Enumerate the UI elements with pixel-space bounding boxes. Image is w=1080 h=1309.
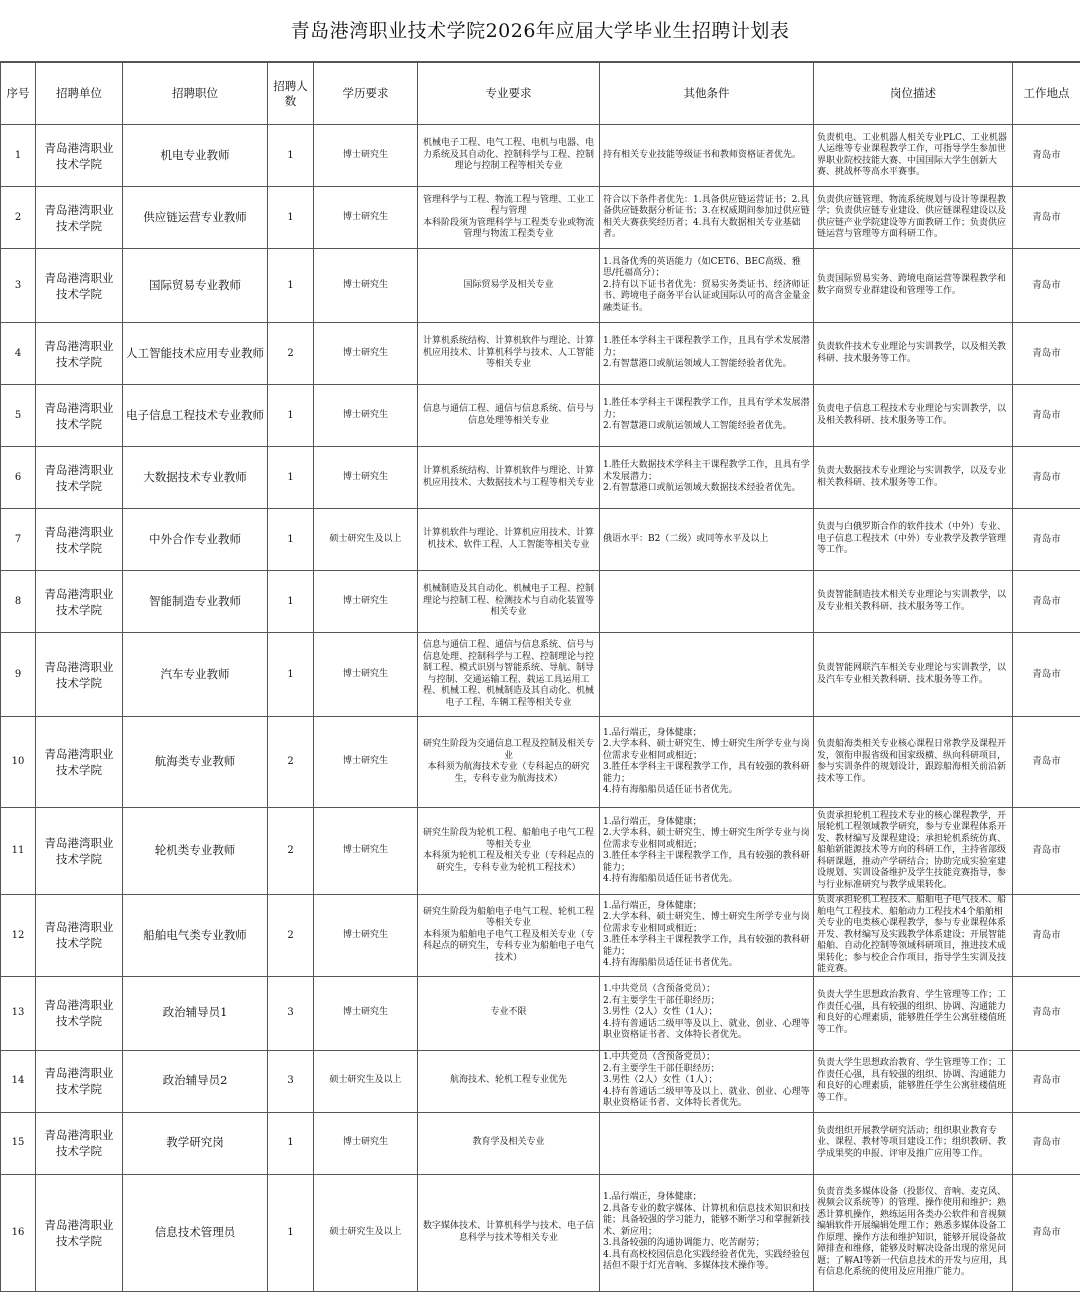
row-major (418, 633, 600, 717)
row-other-conditions (600, 1174, 814, 1291)
header-index: 序号 (1, 63, 36, 125)
table-row (1, 1050, 1080, 1112)
row-other-conditions (600, 808, 814, 895)
row-position: 政治辅导员1 (123, 976, 268, 1050)
table-row (1, 808, 1080, 895)
row-unit: 青岛港湾职业技术学院 (36, 249, 123, 323)
row-count: 1 (268, 447, 314, 509)
row-other-conditions (600, 323, 814, 385)
row-major (418, 1174, 600, 1291)
row-education: 博士研究生 (314, 895, 418, 977)
row-major-line: 航海技术、轮机工程专业优先 (449, 1075, 567, 1086)
row-unit: 青岛港湾职业技术学院 (36, 808, 123, 895)
row-count: 1 (268, 633, 314, 717)
row-education: 博士研究生 (314, 249, 418, 323)
row-unit: 青岛港湾职业技术学院 (36, 1112, 123, 1174)
row-position: 大数据技术专业教师 (123, 447, 268, 509)
row-index: 12 (1, 895, 36, 977)
row-unit: 青岛港湾职业技术学院 (36, 187, 123, 249)
row-count: 1 (268, 385, 314, 447)
row-major-line: 计算机软件与理论、计算机应用技术、计算机技术、软件工程、人工智能等相关专业 (422, 528, 594, 550)
row-major (418, 509, 600, 571)
row-other-conditions (600, 633, 814, 717)
row-job-description (814, 249, 1013, 323)
row-other-conditions-line: 1.品行端正，身体健康； (603, 1192, 702, 1203)
row-major-line: 计算机系统结构、计算机软件与理论、计算机应用技术、大数据技术与工程等相关专业 (422, 466, 594, 488)
row-unit: 青岛港湾职业技术学院 (36, 323, 123, 385)
table-row (1, 571, 1080, 633)
table-header-row (1, 63, 1080, 125)
row-major-line: 本科须为航海技术专业（专科起点的研究生，专科专业为航海技术） (427, 762, 590, 784)
row-location: 青岛市 (1013, 976, 1080, 1050)
row-unit: 青岛港湾职业技术学院 (36, 717, 123, 808)
row-unit: 青岛港湾职业技术学院 (36, 1174, 123, 1291)
row-major (418, 249, 600, 323)
row-position: 中外合作专业教师 (123, 509, 268, 571)
row-job-description (814, 571, 1013, 633)
table-row (1, 447, 1080, 509)
row-index: 15 (1, 1112, 36, 1174)
row-count: 1 (268, 1174, 314, 1291)
header-education: 学历要求 (314, 63, 418, 125)
table-row (1, 1174, 1080, 1291)
row-position: 电子信息工程技术专业教师 (123, 385, 268, 447)
table-row (1, 717, 1080, 808)
row-count: 2 (268, 895, 314, 977)
row-job-description (814, 385, 1013, 447)
row-other-conditions-line: 2.有主要学生干部任职经历； (603, 995, 720, 1006)
table-row (1, 895, 1080, 977)
row-job-description-line: 负责大数据技术专业理论与实训教学，以及专业相关教科研、技术服务等工作。 (817, 466, 1007, 488)
row-location: 青岛市 (1013, 808, 1080, 895)
row-other-conditions-line: 2.持有以下证书者优先：贸易实务类证书、经济师证书、跨境电子商务平台认证或国际认可的高含金量金融类证书。 (603, 279, 811, 313)
row-other-conditions-line: 2.大学本科、硕士研究生、博士研究生所学专业与岗位需求专业相同或相近； (603, 739, 810, 761)
row-other-conditions-line: 4.具有高校校园信息化实践经验者优先，实践经验包括但不限于灯光音响、多媒体技术操作等。 (603, 1249, 810, 1272)
row-unit: 青岛港湾职业技术学院 (36, 509, 123, 571)
row-major-line: 专业不限 (490, 1007, 527, 1018)
row-index: 5 (1, 385, 36, 447)
row-index: 4 (1, 323, 36, 385)
row-count: 1 (268, 571, 314, 633)
row-location: 青岛市 (1013, 1050, 1080, 1112)
row-job-description-line: 负责智能网联汽车相关专业理论与实训教学，以及汽车专业相关教科研、技术服务等工作。 (817, 663, 1007, 685)
row-position: 供应链运营专业教师 (123, 187, 268, 249)
row-index: 3 (1, 249, 36, 323)
row-count: 1 (268, 1112, 314, 1174)
row-education: 硕士研究生及以上 (314, 509, 418, 571)
row-other-conditions (600, 571, 814, 633)
row-other-conditions-line: 2.有智慧港口或航运领域人工智能经验者优先。 (603, 421, 792, 432)
page-title: 青岛港湾职业技术学院2026年应届大学毕业生招聘计划表 (0, 0, 1080, 62)
row-job-description (814, 808, 1013, 895)
row-major-line: 信息与通信工程、通信与信息系统、信号与信息处理等相关专业 (422, 404, 594, 426)
table-row (1, 633, 1080, 717)
row-position: 汽车专业教师 (123, 633, 268, 717)
row-unit: 青岛港湾职业技术学院 (36, 385, 123, 447)
row-major (418, 1112, 600, 1174)
row-position: 人工智能技术应用专业教师 (123, 323, 268, 385)
row-unit: 青岛港湾职业技术学院 (36, 633, 123, 717)
row-other-conditions-line: 3.男性（2人）女性（1人）； (603, 1007, 718, 1018)
row-education: 博士研究生 (314, 633, 418, 717)
row-location: 青岛市 (1013, 447, 1080, 509)
row-job-description-line: 负责大学生思想政治教育、学生管理等工作；工作责任心强，具有较强的组织、协调、沟通能力和良好的心理素质，能够胜任学生公寓驻楼值班等工作。 (817, 990, 1007, 1035)
row-major (418, 717, 600, 808)
row-location: 青岛市 (1013, 571, 1080, 633)
row-job-description-line: 负责承担轮机工程技术专业的核心课程教学，开展轮机工程领域教学研究，参与专业课程体系开发、教材编写及课程建设；承担轮机系统仿真、船舶新能源技术等方向的科研工作，主持省部级科研课题，推动产学研结合；协助完成实验室建设规划、实训设备维护及学生技能竞赛指导，参与行业标准研究与教学成果转化。 (817, 810, 1007, 890)
header-major: 专业要求 (418, 63, 600, 125)
row-job-description-line: 负责供应链管理、物流系统规划与设计等课程教学；负责供应链专业建设、供应链课程建设以及供应链产业学院建设等方面教研工作；负责供应链运营与管理等方面科研工作。 (817, 194, 1007, 239)
row-education: 博士研究生 (314, 323, 418, 385)
row-job-description (814, 633, 1013, 717)
row-job-description (814, 1112, 1013, 1174)
row-major-line: 教育学及相关专业 (472, 1137, 545, 1148)
row-job-description-line: 负责机电、工业机器人相关专业PLC、工业机器人运维等专业课程教学工作，可指导学生参加世界职业院校技能大赛、中国国际大学生创新大赛、挑战杯等高水平赛事。 (817, 132, 1007, 177)
header-position: 招聘职位 (123, 63, 268, 125)
row-other-conditions-line: 4.持有海船船员适任证书者优先。 (603, 958, 738, 969)
row-education: 博士研究生 (314, 187, 418, 249)
row-other-conditions-line: 2.有主要学生干部任职经历； (603, 1063, 720, 1074)
row-count: 2 (268, 323, 314, 385)
row-job-description-line: 负责国际贸易实务、跨境电商运营等课程教学和数字商贸专业群建设和管理等工作。 (817, 274, 1007, 296)
row-major-line: 计算机系统结构、计算机软件与理论、计算机应用技术、计算机科学与技术、人工智能等相关专业 (422, 336, 594, 370)
row-major (418, 125, 600, 187)
row-position: 航海类专业教师 (123, 717, 268, 808)
row-job-description (814, 717, 1013, 808)
table-row (1, 187, 1080, 249)
row-major-line: 管理科学与工程、物流工程与管理、工业工程与管理 (422, 194, 594, 216)
row-major-line: 本科须为轮机工程及相关专业（专科起点的研究生，专科专业为轮机工程技术） (422, 851, 594, 873)
row-unit: 青岛港湾职业技术学院 (36, 571, 123, 633)
row-other-conditions-line: 2.大学本科、硕士研究生、博士研究生所学专业与岗位需求专业相同或相近； (603, 912, 810, 934)
row-job-description (814, 1174, 1013, 1291)
row-major (418, 447, 600, 509)
row-other-conditions (600, 509, 814, 571)
row-count: 1 (268, 249, 314, 323)
row-unit: 青岛港湾职业技术学院 (36, 125, 123, 187)
row-other-conditions-line: 3.男性（2人）女性（1人）； (603, 1075, 718, 1086)
row-other-conditions (600, 717, 814, 808)
header-other-conditions: 其他条件 (600, 63, 814, 125)
row-other-conditions-line: 2.有智慧港口或航运领域人工智能经验者优先。 (603, 359, 792, 370)
row-location: 青岛市 (1013, 633, 1080, 717)
row-education: 博士研究生 (314, 385, 418, 447)
row-location: 青岛市 (1013, 125, 1080, 187)
row-location: 青岛市 (1013, 717, 1080, 808)
row-other-conditions-line: 俄语水平：B2（二级）或同等水平及以上 (603, 533, 769, 544)
row-education: 硕士研究生及以上 (314, 1174, 418, 1291)
row-other-conditions (600, 895, 814, 977)
row-count: 1 (268, 509, 314, 571)
row-job-description (814, 976, 1013, 1050)
row-major-line: 本科阶段须为管理科学与工程类专业或物流管理与物流工程类专业 (422, 217, 594, 239)
table-row (1, 323, 1080, 385)
table-row (1, 976, 1080, 1050)
row-major (418, 808, 600, 895)
row-major-line: 国际贸易学及相关专业 (463, 279, 554, 290)
row-other-conditions-line: 4.持有普通话二级甲等及以上、就业、创业、心理等职业资格证书者、文体特长者优先。 (603, 1018, 810, 1041)
row-other-conditions (600, 125, 814, 187)
row-other-conditions-line: 1.品行端正，身体健康； (603, 727, 702, 738)
row-location: 青岛市 (1013, 323, 1080, 385)
row-position: 轮机类专业教师 (123, 808, 268, 895)
row-major-line: 数字媒体技术、计算机科学与技术、电子信息科学与技术等相关专业 (422, 1221, 594, 1243)
row-education: 博士研究生 (314, 976, 418, 1050)
row-location: 青岛市 (1013, 895, 1080, 977)
row-job-description (814, 509, 1013, 571)
row-count: 1 (268, 187, 314, 249)
row-job-description-line: 负责承担轮机工程技术、船舶电子电气技术、船舶电气工程技术、船舶动力工程技术4个船舶相关专业的电类核心课程教学，参与专业课程体系开发、教材编写及实践教学体系建设；开展智能船舶、自动化控制等领域科研项目，推进技术成果转化；参与校企合作项目，指导学生实训及技能竞赛。 (817, 895, 1007, 974)
row-other-conditions-line: 4.持有海船船员适任证书者优先。 (603, 874, 738, 884)
row-education: 博士研究生 (314, 571, 418, 633)
row-unit: 青岛港湾职业技术学院 (36, 447, 123, 509)
row-index: 13 (1, 976, 36, 1050)
row-other-conditions (600, 976, 814, 1050)
row-position: 教学研究岗 (123, 1112, 268, 1174)
row-unit: 青岛港湾职业技术学院 (36, 976, 123, 1050)
row-other-conditions-line: 符合以下条件者优先：1.具备供应链运营证书；2.具备供应链数据分析证书；3.在权威期间参加过供应链相关大赛获奖经历者；4.具有大数据相关专业基础者。 (603, 194, 810, 239)
row-other-conditions-line: 4.持有海船船员适任证书者优先。 (603, 785, 738, 795)
row-job-description-line: 负责音类多媒体设备（投影仪、音响、麦克风、视频会议系统等）的管理、操作使用和维护；熟悉计算机操作，熟练运用各类办公软件和音视频编辑软件开展编辑处理工作；熟悉多媒体设备工作原理、操作方法和维护知识，能够开展设备故障排查和维修，能够及时解决设备出现的常见问题；了解AI等新一代信息技术的开发与应用，具有信息化系统的使用及应用推广能力。 (817, 1186, 1008, 1277)
table-row (1, 509, 1080, 571)
row-major (418, 187, 600, 249)
row-other-conditions-line: 1.品行端正，身体健康； (603, 900, 702, 911)
row-job-description (814, 1050, 1013, 1112)
row-count: 1 (268, 125, 314, 187)
row-index: 9 (1, 633, 36, 717)
recruitment-table (0, 62, 1080, 1292)
row-major-line: 研究生阶段为交通信息工程及控制及相关专业 (422, 739, 594, 761)
row-location: 青岛市 (1013, 509, 1080, 571)
row-other-conditions-line: 2.大学本科、硕士研究生、博士研究生所学专业与岗位需求专业相同或相近； (603, 828, 810, 850)
row-other-conditions-line: 3.胜任本学科主干课程教学工作，具有较强的教科研能力； (603, 851, 810, 873)
row-job-description-line: 负责电子信息工程技术专业理论与实训教学，以及相关教科研、技术服务等工作。 (817, 404, 1007, 426)
row-position: 政治辅导员2 (123, 1050, 268, 1112)
row-position: 智能制造专业教师 (123, 571, 268, 633)
row-position: 国际贸易专业教师 (123, 249, 268, 323)
row-major (418, 571, 600, 633)
header-location: 工作地点 (1013, 63, 1080, 125)
row-education: 硕士研究生及以上 (314, 1050, 418, 1112)
row-location: 青岛市 (1013, 1174, 1080, 1291)
row-location: 青岛市 (1013, 1112, 1080, 1174)
row-education: 博士研究生 (314, 125, 418, 187)
row-job-description (814, 323, 1013, 385)
row-job-description (814, 895, 1013, 977)
row-location: 青岛市 (1013, 249, 1080, 323)
table-row (1, 1112, 1080, 1174)
row-education: 博士研究生 (314, 717, 418, 808)
row-index: 1 (1, 125, 36, 187)
row-major (418, 1050, 600, 1112)
row-other-conditions-line: 1.具备优秀的英语能力（如CET6、BEC高级、雅思/托福高分）； (603, 256, 801, 279)
row-position: 机电专业教师 (123, 125, 268, 187)
row-major-line: 信息与通信工程、通信与信息系统、信号与信息处理、控制科学与工程、控制理论与控制工程、模式识别与智能系统、导航、制导与控制、交通运输工程、载运工具运用工程、机械工程、机械制造及其自动化、机械电子工程、车辆工程等相关专业 (422, 640, 594, 708)
row-major (418, 385, 600, 447)
row-location: 青岛市 (1013, 187, 1080, 249)
row-major-line: 本科须为船舶电子电气工程及相关专业（专科起点的研究生，专科专业为船舶电子电气技术） (422, 929, 594, 963)
row-major (418, 976, 600, 1050)
row-index: 8 (1, 571, 36, 633)
row-major-line: 研究生阶段为轮机工程、船舶电子电气工程等相关专业 (422, 828, 594, 850)
row-other-conditions (600, 447, 814, 509)
row-index: 10 (1, 717, 36, 808)
row-location: 青岛市 (1013, 385, 1080, 447)
row-other-conditions-line: 1.品行端正，身体健康； (603, 816, 702, 827)
row-other-conditions-line: 1.胜任本学科主干课程教学工作，且具有学术发展潜力； (603, 398, 810, 420)
row-other-conditions-line: 3.具备较强的沟通协调能力、吃苦耐劳； (603, 1238, 765, 1249)
row-other-conditions-line: 2.有智慧港口或航运领域大数据技术经验者优先。 (603, 483, 801, 494)
row-other-conditions (600, 1112, 814, 1174)
row-job-description-line: 负责与白俄罗斯合作的软件技术（中外）专业、电子信息工程技术（中外）专业教学及教学管理等工作。 (817, 522, 1007, 556)
row-other-conditions-line: 2.具备专业的数字媒体、计算机和信息技术知识和技能；具备较强的学习能力，能够不断学习和掌握新技术、新应用； (603, 1203, 811, 1237)
row-index: 2 (1, 187, 36, 249)
table-row (1, 249, 1080, 323)
row-other-conditions-line: 1.胜任大数据技术学科主干课程教学工作，且具有学术发展潜力； (603, 460, 810, 482)
row-other-conditions (600, 385, 814, 447)
row-position: 信息技术管理员 (123, 1174, 268, 1291)
row-other-conditions (600, 249, 814, 323)
table-row (1, 125, 1080, 187)
row-count: 3 (268, 1050, 314, 1112)
row-major-line: 研究生阶段为船舶电子电气工程、轮机工程等相关专业 (422, 906, 594, 928)
row-education: 博士研究生 (314, 447, 418, 509)
row-other-conditions (600, 1050, 814, 1112)
row-other-conditions-line: 3.胜任本学科主干课程教学工作，具有较强的教科研能力； (603, 762, 810, 784)
row-job-description-line: 负责组织开展教学研究活动；组织职业教育专业、课程、教材等项目建设工作；组织教研、教学成果奖的申报、评审及推广应用等工作。 (817, 1125, 1007, 1159)
row-other-conditions-line: 3.胜任本学科主干课程教学工作，具有较强的教科研能力； (603, 935, 810, 957)
row-unit: 青岛港湾职业技术学院 (36, 895, 123, 977)
row-count: 3 (268, 976, 314, 1050)
row-education: 博士研究生 (314, 808, 418, 895)
row-count: 2 (268, 717, 314, 808)
row-job-description-line: 负责大学生思想政治教育、学生管理等工作；工作责任心强，具有较强的组织、协调、沟通能力和良好的心理素质，能够胜任学生公寓驻楼值班等工作。 (817, 1058, 1007, 1103)
row-major (418, 323, 600, 385)
row-index: 7 (1, 509, 36, 571)
header-unit: 招聘单位 (36, 63, 123, 125)
row-job-description (814, 125, 1013, 187)
row-job-description-line: 负责船海类相关专业核心课程日常教学及课程开发，领衔申报省级和国家级横、纵向科研项目，参与实训条件的规划设计，跟踪船海相关前沿新技术等工作。 (817, 739, 1007, 784)
row-job-description-line: 负责软件技术专业理论与实训教学，以及相关教科研、技术服务等工作。 (817, 342, 1007, 364)
row-other-conditions-line: 1.胜任本学科主干课程教学工作，且具有学术发展潜力； (603, 336, 810, 358)
header-job-description: 岗位描述 (814, 63, 1013, 125)
row-position: 船舶电气类专业教师 (123, 895, 268, 977)
row-major (418, 895, 600, 977)
table-row (1, 385, 1080, 447)
row-other-conditions (600, 187, 814, 249)
row-other-conditions-line: 1.中共党员（含预备党员）； (603, 984, 716, 995)
row-major-line: 机械电子工程、电气工程、电机与电器、电力系统及其自动化、控制科学与工程、控制理论与控制工程等相关专业 (422, 138, 594, 172)
row-other-conditions-line: 4.持有普通话二级甲等及以上、就业、创业、心理等职业资格证书者、文体特长者优先。 (603, 1086, 810, 1109)
row-education: 博士研究生 (314, 1112, 418, 1174)
row-index: 14 (1, 1050, 36, 1112)
row-index: 6 (1, 447, 36, 509)
row-unit: 青岛港湾职业技术学院 (36, 1050, 123, 1112)
row-index: 11 (1, 808, 36, 895)
row-other-conditions-line: 持有相关专业技能等级证书和教师资格证者优先。 (603, 149, 802, 160)
row-job-description (814, 447, 1013, 509)
row-major-line: 机械制造及其自动化、机械电子工程、控制理论与控制工程、检测技术与自动化装置等相关专业 (422, 584, 594, 618)
row-index: 16 (1, 1174, 36, 1291)
header-count: 招聘人数 (268, 63, 314, 125)
row-count: 2 (268, 808, 314, 895)
row-other-conditions-line: 1.中共党员（含预备党员）； (603, 1052, 716, 1063)
row-job-description-line: 负责智能制造技术相关专业理论与实训教学，以及专业相关教科研、技术服务等工作。 (817, 590, 1007, 612)
row-job-description (814, 187, 1013, 249)
